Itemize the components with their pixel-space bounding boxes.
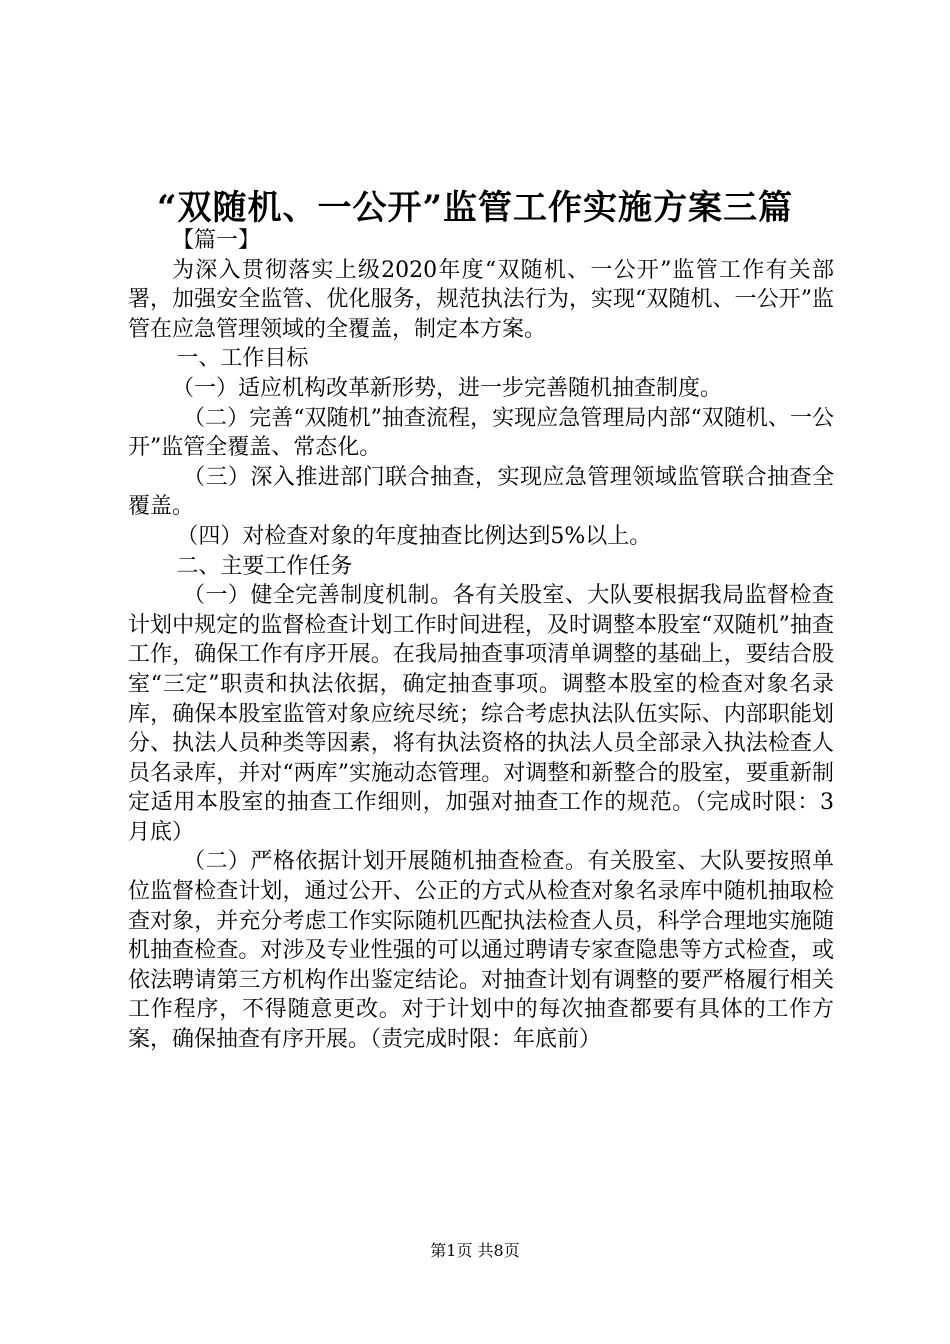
heading-goals: 一、工作目标 [176,346,309,372]
heading-tasks: 二、主要工作任务 [176,553,353,579]
page-title: “双随机、一公开”监管工作实施方案三篇 [156,188,794,228]
page-footer: 第1页 共8页 [430,1241,520,1260]
section-label: 【篇一】 [172,228,261,253]
goal-item-4: （四）对检查对象的年度抽查比例达到5%以上。 [176,523,652,549]
task-item-2: （二）严格依据计划开展随机抽查检查。有关股室、大队要按照单位监督检查计划，通过公开、公正的方式从检查对象名录库中随机抽取检查对象，并充分考虑工作实际随机匹配执法检查人员，科学合理地实施随机抽查检查。对涉及专业性强的可以通过聘请专家查隐患等方式检查，或依法聘请第三方机构作出鉴定结论。对抽查计划有调整的要严格履行相关工作程序，不得随意更改。对于计划中的每次抽查都要有具体的工作方案，确保抽查有序开展。（责完成时限：年底前） [128,849,834,1053]
goal-item-3: （三）深入推进部门联合抽查，实现应急管理领域监管联合抽查全覆盖。 [128,464,834,520]
paragraph-intro: 为深入贯彻落实上级2020年度“双随机、一公开”监管工作有关部署，加强安全监管、优化服务，规范执法行为，实现“双随机、一公开”监管在应急管理领域的全覆盖，制定本方案。 [128,257,834,342]
document-body [128,226,834,1055]
task-item-1: （一）健全完善制度机制。各有关股室、大队要根据我局监督检查计划中规定的监督检查计划工作时间进程，及时调整本股室“双随机”抽查工作，确保工作有序开展。在我局抽查事项清单调整的基础上，要结合股室“三定”职责和执法依据，确定抽查事项。调整本股室的检查对象名录库，确保本股室监管对象应统尽统；综合考虑执法队伍实际、内部职能划分、执法人员种类等因素，将有执法资格的执法人员全部录入执法检查人员名录库，并对“两库”实施动态管理。对调整和新整合的股室，要重新制定适用本股室的抽查工作细则，加强对抽查工作的规范。（完成时限：3月底） [128,583,834,845]
goal-item-1: （一）适应机构改革新形势，进一步完善随机抽查制度。 [172,375,723,401]
goal-item-2: （二）完善“双随机”抽查流程，实现应急管理局内部“双随机、一公开”监管全覆盖、常态化。 [128,405,834,461]
